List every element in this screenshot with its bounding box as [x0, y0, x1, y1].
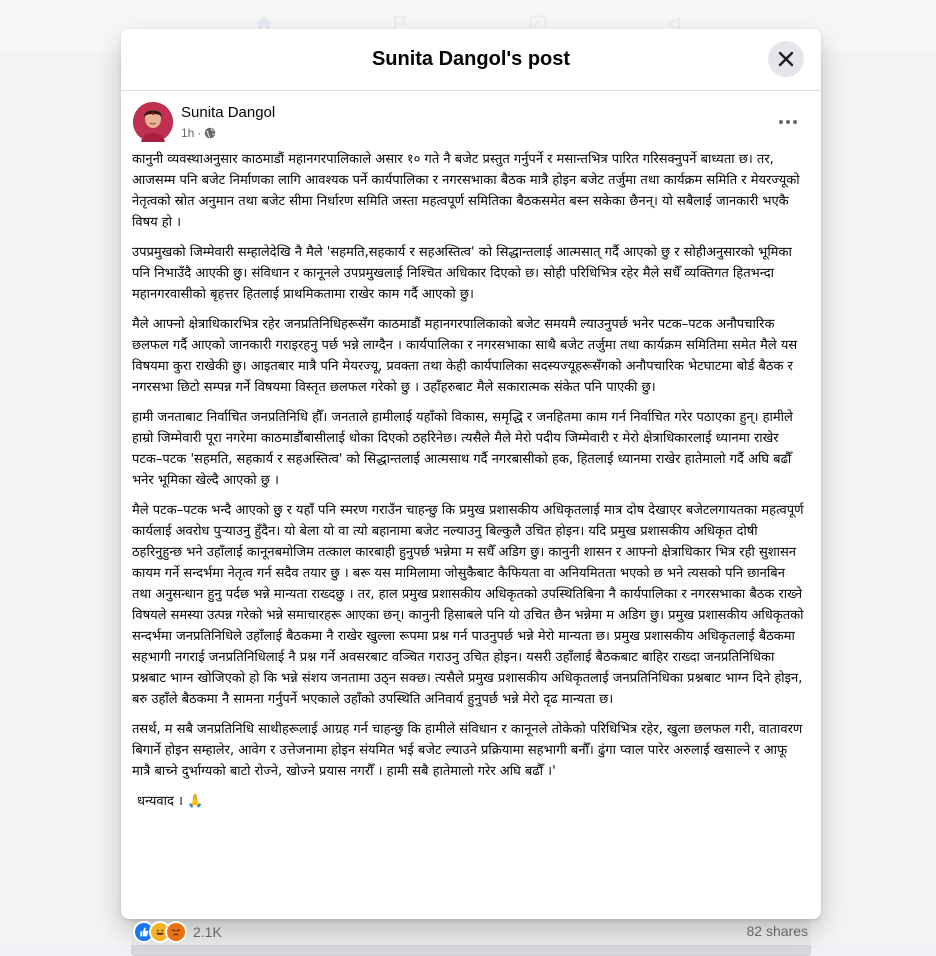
avatar[interactable] — [133, 102, 173, 142]
reactions-summary[interactable] — [133, 921, 222, 943]
angry-icon — [165, 921, 187, 943]
post-paragraph: मैले पटक–पटक भन्दै आएको छु र यहाँ पनि स्मरण गराउँन चाहन्छु कि प्रमुख प्रशासकीय अधिकृतलाई मात्र दोष देखाएर बजेटलगायतका महत्वपूर्ण कार्यलाई अवरोध पुर्‍याउनु हुँदैन। यो बेला यो वा त्यो बहानामा बजेट नल्याउनु बिल्कुलै उचित होइन। यदि प्रमुख प्रशासकीय अधिकृत दोषी ठहरिनुहुन्छ भने उहाँलाई कानूनबमोजिम तत्काल कारबाही हुनुपर्छ भन्नेमा म सधैँ अडिग छु। कानुनी शासन र आफ्नो क्षेत्राधिकार भित्र रही सुशासन कायम गर्ने सन्दर्भमा नेतृत्व गर्न सदैव तयार छु । बरू यस मामिलामा जोसुकैबाट कैफियता वा अनियमितता भएको छ भने त्यसको पनि छानबिन तथा अनुसन्धान हुनु पर्दछ भन्ने मान्यता राख्दछु । तर, हाल प्रमुख प्रशासकीय अधिकृतको उपस्थितिबिना नै कार्यपालिका र नगरसभाका बैठक राख्ने विषयले समस्या उत्पन्न गरेको भन्ने समाचारहरू आएका छन्। कानुनी हिसाबले पनि यो उचित छैन भन्नेमा म अडिग छु। प्रमुख प्रशासकीय अधिकृतको सन्दर्भमा जनप्रतिनिधिले उहाँलाई बैठकमा नै राखेर खुल्ला रूपमा प्रश्न गर्न पाउनुपर्छ भन्ने मेरो मान्यता छ। प्रमुख प्रशासकीय अधिकृतलाई बैठकमा सहभागी नगराई जनप्रतिनिधिलाई नै प्रश्न गर्ने अवसरबाट वञ्चित गराउनु उचित होइन। यसरी उहाँलाई बैठकबाट बाहिर राख्दा जनप्रतिनिधिका प्रश्नबाट भाग्न खोजिएको हो कि भन्ने संशय जनतामा उठ्न सक्छ। त्यसैले प्रमुख प्रशासकीय अधिकृतलाई जनप्रतिनिधिका प्रश्नबाट भाग्न दिने होइन, बरु उहाँले बैठकमा नै सामना गर्नुपर्ने भएकाले उहाँको उपस्थिति अनिवार्य हुनुपर्छ भन्ने मेरो दृढ मान्यता छ। — [132, 503, 804, 707]
post-time[interactable]: 1h — [181, 126, 195, 140]
author-name[interactable]: Sunita Dangol — [181, 104, 276, 121]
modal-title: Sunita Dangol's post — [371, 48, 571, 70]
reaction-count: 2.1K — [193, 924, 222, 940]
post-header — [121, 91, 821, 151]
close-button[interactable] — [768, 41, 804, 77]
post-paragraph: हामी जनताबाट निर्वाचित जनप्रतिनिधि हौँ। जनताले हामीलाई यहाँको विकास, समृद्धि र जनहितमा काम गर्न निर्वाचित गरेर पठाएका हुन्। हामीले हाम्रो जिम्मेवारी पूरा नगरेमा काठमाडौंबासीलाई धोका दिएको ठहरिनेछ। त्यसैले मैले मेरो पदीय जिम्मेवारी र मेरो क्षेत्राधिकारलाई ध्यानमा राखेर पटक–पटक 'सहमति, सहकार्य र सहअस्तित्व' को सिद्धान्तलाई आत्मसाथ गर्दै नगरबासीको हक, हितलाई ध्यानमा राखेर हातेमालो गर्दै अघि बढौँ भनेर भूमिका खेल्दै आएको छु । — [132, 410, 793, 488]
meta-separator: · — [197, 126, 202, 140]
post-paragraph: कानुनी व्यवस्थाअनुसार काठमाडौं महानगरपालिकाले असार १० गते नै बजेट प्रस्तुत गर्नुपर्ने र मसान्तभित्र पारित गरिसक्नुपर्ने बाध्यता छ। तर, आजसम्म पनि बजेट निर्माणका लागि आवश्यक पर्ने कार्यपालिका र नगरसभाका बैठक मात्रै होइन बजेट तर्जुमा तथा कार्यक्रम समिति र मेयरज्यूको नेतृत्वको स्रोत अनुमान तथा बजेट सीमा निर्धारण समिति जस्ता महत्वपूर्ण समितिका बैठकसमेत बस्न सकेका छैनन्। यो सबैलाई जानकारी भएकै विषय हो । — [132, 152, 800, 230]
post-modal — [121, 29, 821, 940]
post-text — [132, 149, 806, 821]
globe-icon[interactable] — [204, 127, 216, 139]
post-closing: धन्यवाद । 🙏 — [137, 794, 204, 809]
more-icon — [778, 119, 798, 125]
post-paragraph: उपप्रमुखको जिम्मेवारी सम्हालेदेखि नै मैले 'सहमति,सहकार्य र सहअस्तित्व' को सिद्धान्तलाई आत्मसात् गर्दै आएको छु र सोहीअनुसारको भूमिका पनि निभाउँदै आएकी छु। संविधान र कानूनले उपप्रमुखलाई निश्चित अधिकार दिएको छ। सोही परिधिभित्र रहेर मैले सधैँ व्यक्तिगत हितभन्दा महानगरवासीको बृहत्तर हितलाई प्राथमिकतामा राखेर काम गर्दै आएको छु। — [132, 245, 792, 302]
post-paragraph: मैले आफ्नो क्षेत्राधिकारभित्र रहेर जनप्रतिनिधिहरूसँग काठमाडौं महानगरपालिकाको बजेट समयमै ल्याउनुपर्छ भनेर पटक–पटक अनौपचारिक छलफल गर्दै आएको जानकारी गराइरहनु पर्छ भन्ने लाग्दैन । कार्यपालिका र नगरसभाका साथै बजेट तर्जुमा तथा कार्यक्रम समितिमा समेत मैले यस विषयमा कुरा राखेकी छु। आइतबार मात्रै पनि मेयरज्यू, प्रवक्ता तथा केही कार्यपालिका सदस्यज्यूहरूसँगको अनौपचारिक भेटघाटमा बोर्ड बैठक र नगरसभा छिटो सम्पन्न गर्ने विषयमा विस्तृत छलफल गरेको छु । उहाँहरुबाट मैले सकारात्मक संकेत पनि पाएकी छु। — [132, 317, 798, 395]
shares-count[interactable]: 82 shares — [746, 923, 808, 939]
more-options-button[interactable] — [773, 107, 803, 137]
post-paragraph: तसर्थ, म सबै जनप्रतिनिधि साथीहरूलाई आग्रह गर्न चाहन्छु कि हामीले संविधान र कानूनले तोकेको परिधिभित्र रहेर, खुला छलफल गरी, वातावरण बिगार्ने होइन सम्हालेर, आवेग र उत्तेजनामा होइन संयमित भई बजेट ल्याउने प्रक्रियामा सहभागी बनौँ। ढुंगा प्वाल पारेर अरुलाई खसाल्ने र आफू मात्रै बाच्ने दुर्भाग्यको बाटो रोज्ने, खोज्ने प्रयास नगरौँ । हामी सबै हातेमालो गरेर अघि बढौँ ।' — [132, 722, 803, 779]
close-icon — [778, 51, 794, 67]
modal-header — [121, 29, 821, 91]
post-body — [121, 91, 821, 940]
post-meta — [181, 126, 216, 140]
